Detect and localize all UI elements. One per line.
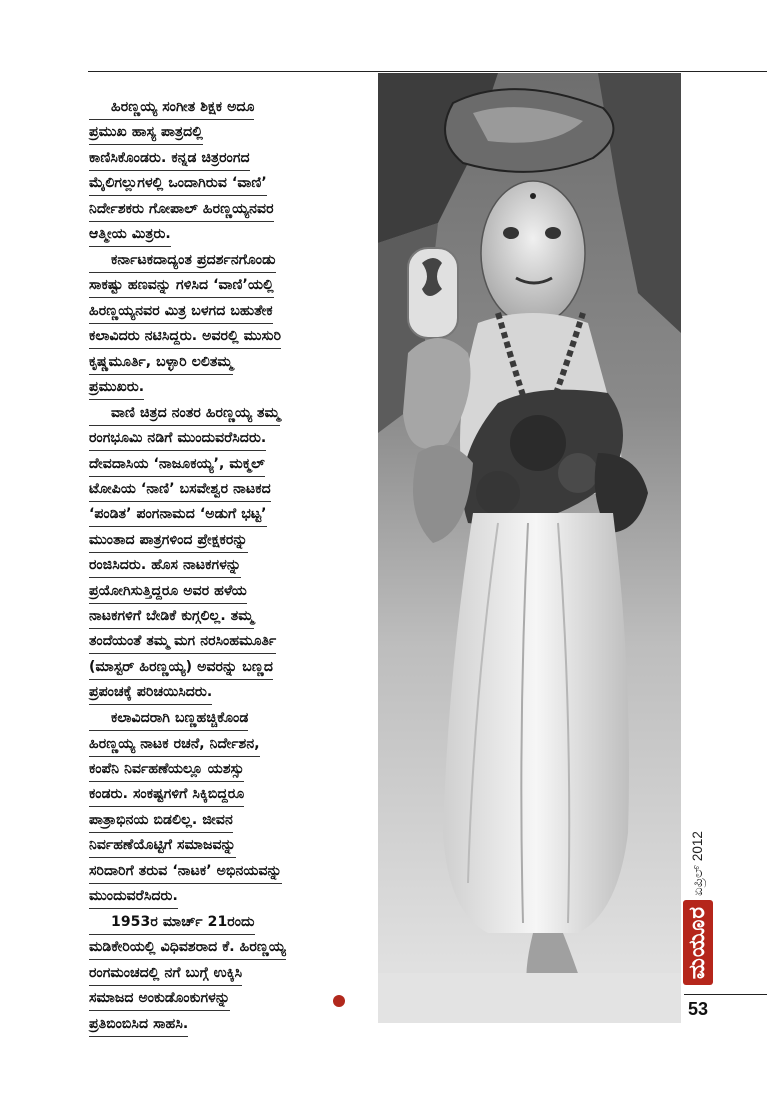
text-line: ಸಾಕಷ್ಟು ಹಣವನ್ನು ಗಳಿಸಿದ ‘ವಾಣಿ’ಯಲ್ಲಿ [89, 274, 274, 298]
text-line: ಮುಂದುವರೆಸಿದರು. [89, 885, 178, 909]
text-line: ನಿರ್ದೇಶಕರು ಗೋಪಾಲ್ ಹಿರಣ್ಣಯ್ಯನವರ [89, 198, 274, 222]
text-line: ನಾಟಕಗಳಿಗೆ ಬೇಡಿಕೆ ಕುಗ್ಗಲಿಲ್ಲ. ತಮ್ಮ [89, 605, 254, 629]
page-number: 53 [688, 999, 709, 1019]
text-line: ಕೃಷ್ಣಮೂರ್ತಿ, ಬಳ್ಳಾರಿ ಲಲಿತಮ್ಮ [89, 351, 233, 375]
article-body [89, 96, 371, 1039]
text-line: ಕಲಾವಿದರಾಗಿ ಬಣ್ಣಹಚ್ಚಿಕೊಂಡ [89, 707, 248, 731]
magazine-logo [683, 900, 713, 985]
text-line: ಪಾತ್ರಾಭಿನಯ ಬಿಡಲಿಲ್ಲ. ಜೀವನ [89, 809, 233, 833]
text-line: ದೇವದಾಸಿಯ ‘ನಾಜೂಕಯ್ಯ’, ಮಕ್ಮಲ್ [89, 453, 265, 477]
top-rule [88, 71, 767, 72]
text-line: ಸರಿದಾರಿಗೆ ತರುವ ‘ನಾಟಕ’ ಅಭಿನಯವನ್ನು [89, 860, 282, 884]
text-line: ರಂಗಭೂಮಿ ನಡಿಗೆ ಮುಂದುವರೆಸಿದರು. [89, 427, 266, 451]
text-line: ಪ್ರತಿಬಿಂಬಿಸಿದ ಸಾಹಸಿ. [89, 1013, 188, 1037]
paragraph [89, 707, 371, 909]
text-line: ಕಲಾವಿದರು ನಟಿಸಿದ್ದರು. ಅವರಲ್ಲಿ ಮುಸುರಿ [89, 325, 281, 349]
text-line: ಕಂಪೆನಿ ನಿರ್ವಹಣೆಯಲ್ಲೂ ಯಶಸ್ಸು [89, 758, 244, 782]
end-bullet [333, 995, 345, 1007]
magazine-name: ಮಯೂರ [685, 905, 710, 980]
actor-photograph [378, 73, 681, 1023]
paragraph [89, 911, 371, 1037]
text-line: ಪ್ರಯೋಗಿಸುತ್ತಿದ್ದರೂ ಅವರ ಹಳೆಯ [89, 580, 247, 604]
text-line: ಹಿರಣ್ಣಯ್ಯ ಸಂಗೀತ ಶಿಕ್ಷಕ ಅದೂ [89, 96, 254, 120]
text-line: ‘ಪಂಡಿತ’ ಪಂಗನಾಮದ ‘ಅಡುಗೆ ಭಟ್ಟ’ [89, 503, 267, 527]
text-line: ಕರ್ನಾಟಕದಾದ್ಯಂತ ಪ್ರದರ್ಶನಗೊಂಡು [89, 249, 276, 273]
text-line: ವಾಣಿ ಚಿತ್ರದ ನಂತರ ಹಿರಣ್ಣಯ್ಯ ತಮ್ಮ [89, 402, 280, 426]
text-line: ಹಿರಣ್ಣಯ್ಯನವರ ಮಿತ್ರ ಬಳಗದ ಬಹುತೇಕ [89, 300, 273, 324]
text-line: ಸಮಾಜದ ಅಂಕುಡೊಂಕುಗಳನ್ನು [89, 987, 230, 1011]
text-line: ಮೈಲಿಗಲ್ಲುಗಳಲ್ಲಿ ಒಂದಾಗಿರುವ ‘ವಾಣಿ’ [89, 172, 267, 196]
text-line: ಮುಂತಾದ ಪಾತ್ರಗಳಿಂದ ಪ್ರೇಕ್ಷಕರನ್ನು [89, 529, 248, 553]
folio-rule [684, 994, 767, 995]
text-line: ರಂಜಿಸಿದರು. ಹೊಸ ನಾಟಕಗಳನ್ನು [89, 554, 241, 578]
text-line: ತಂದೆಯಂತೆ ತಮ್ಮ ಮಗ ನರಸಿಂಹಮೂರ್ತಿ [89, 630, 276, 654]
text-line: ಪ್ರಮುಖ ಹಾಸ್ಯ ಪಾತ್ರದಲ್ಲಿ [89, 121, 203, 145]
text-line: ಕಂಡರು. ಸಂಕಷ್ಟಗಳಿಗೆ ಸಿಕ್ಕಿಬಿದ್ದರೂ [89, 783, 244, 807]
text-line: (ಮಾಸ್ಟರ್ ಹಿರಣ್ಣಯ್ಯ) ಅವರನ್ನು ಬಣ್ಣದ [89, 656, 273, 680]
text-line: ಟೋಪಿಯ ‘ನಾಣಿ’ ಬಸವೇಶ್ವರ ನಾಟಕದ [89, 478, 271, 502]
text-line: ನಿರ್ವಹಣೆಯೊಟ್ಟಿಗೆ ಸಮಾಜವನ್ನು [89, 834, 236, 858]
text-line: ರಂಗಮಂಚದಲ್ಲಿ ನಗೆ ಬುಗ್ಗೆ ಉಕ್ಕಿಸಿ [89, 962, 242, 986]
text-line: ಮಡಿಕೇರಿಯಲ್ಲಿ ವಿಧಿವಶರಾದ ಕೆ. ಹಿರಣ್ಣಯ್ಯ [89, 936, 286, 960]
text-line: 1953ರ ಮಾರ್ಚ್ 21ರಂದು [89, 911, 255, 935]
text-line: ಆತ್ಮೀಯ ಮಿತ್ರರು. [89, 223, 171, 247]
paragraph [89, 402, 371, 705]
text-line: ಹಿರಣ್ಣಯ್ಯ ನಾಟಕ ರಚನೆ, ನಿರ್ದೇಶನ, [89, 733, 260, 757]
paragraph [89, 249, 371, 400]
text-line: ಕಾಣಿಸಿಕೊಂಡರು. ಕನ್ನಡ ಚಿತ್ರರಂಗದ [89, 147, 250, 171]
text-line: ಪ್ರಮುಖರು. [89, 376, 144, 400]
issue-date: ಏಪ್ರಿಲ್ 2012 [690, 831, 705, 896]
text-line: ಪ್ರಪಂಚಕ್ಕೆ ಪರಿಚಯಿಸಿದರು. [89, 681, 212, 705]
paragraph [89, 96, 371, 247]
